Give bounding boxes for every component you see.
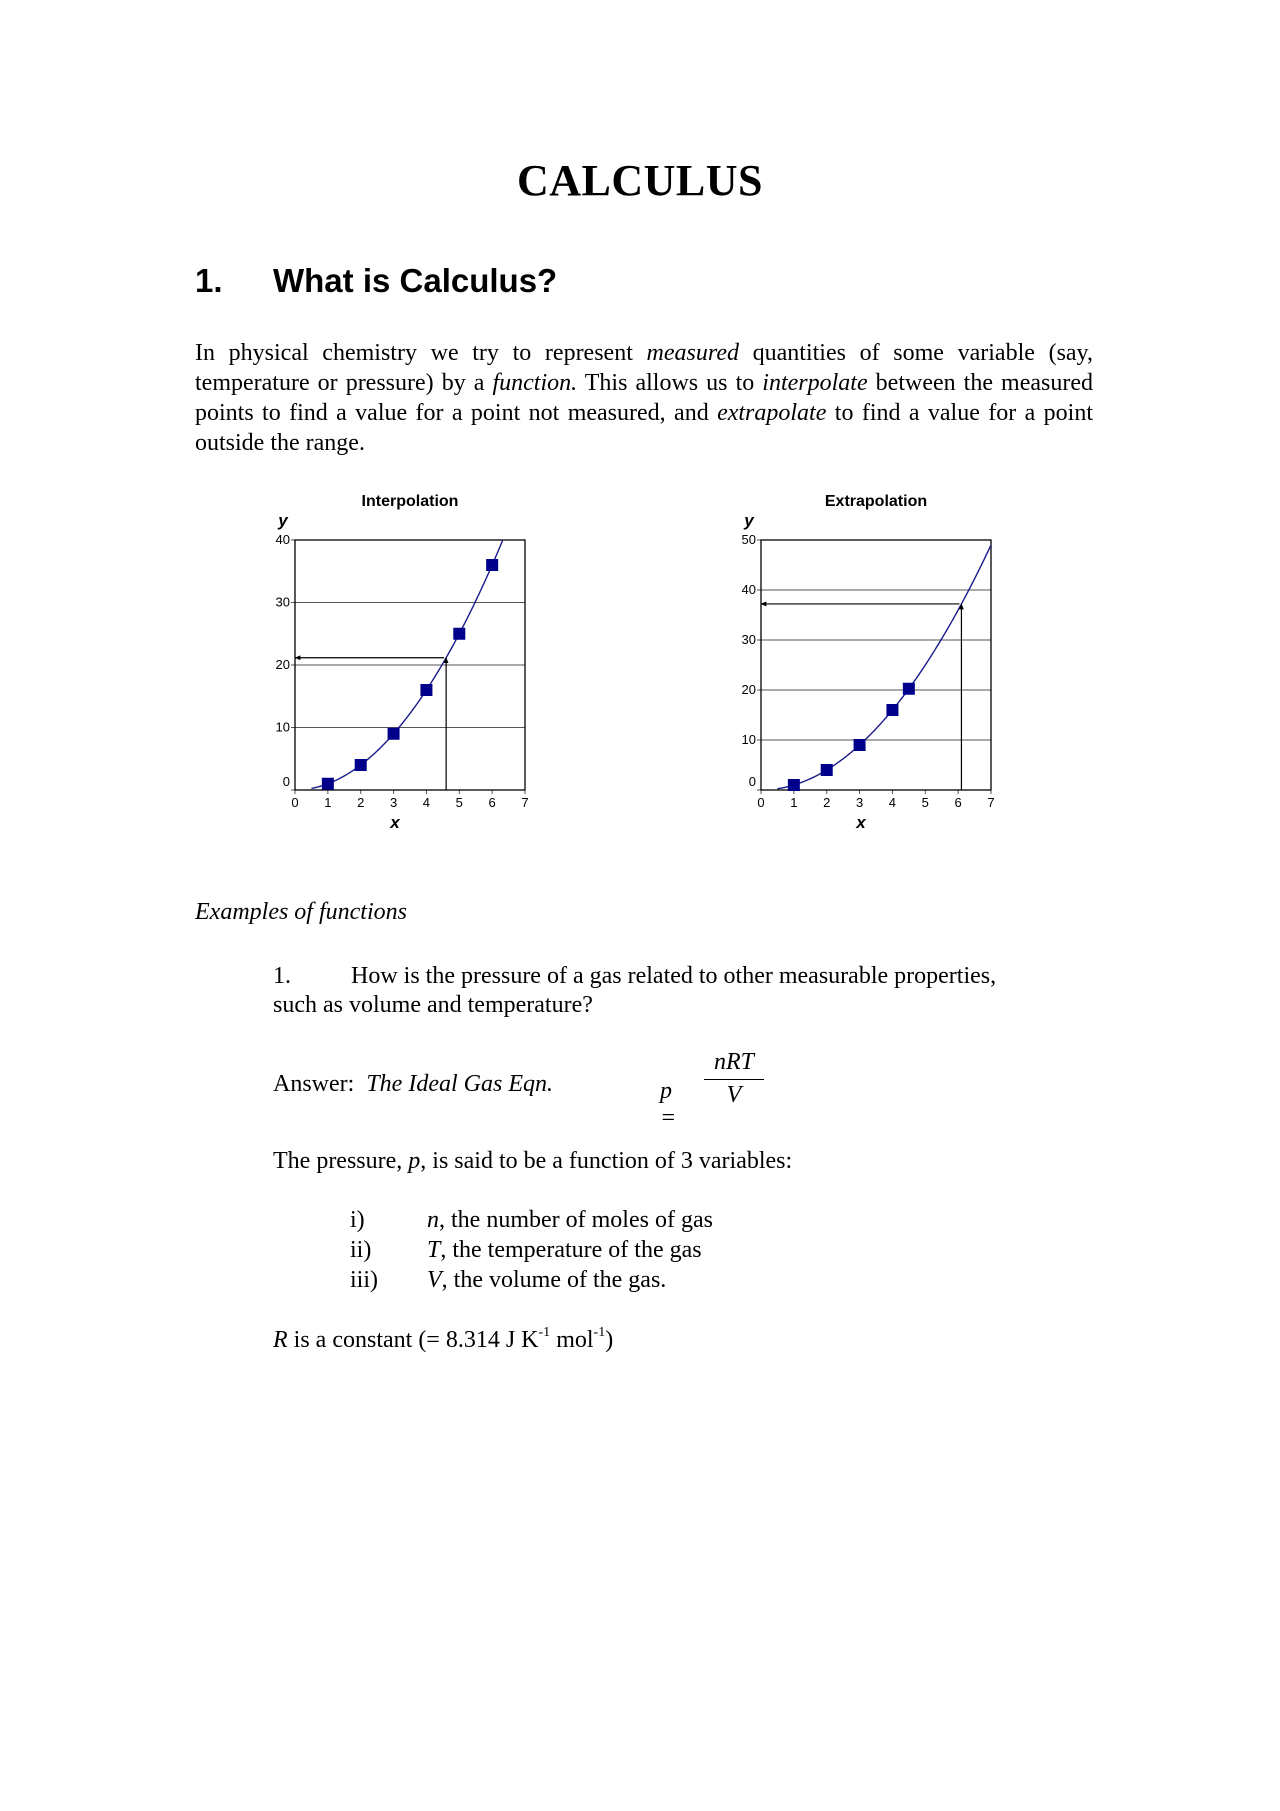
function-statement <box>273 1148 792 1175</box>
data-point <box>486 559 498 571</box>
intro-text-2: quantities of some variable (say, temperature or pressure) by a <box>195 340 1093 396</box>
constant-superscript-2: -1 <box>593 1325 606 1340</box>
variable-description <box>427 1207 713 1234</box>
chart-title: Interpolation <box>361 493 459 510</box>
y-axis-label: y <box>278 511 288 530</box>
data-point <box>821 764 833 776</box>
x-axis-label: x <box>856 813 866 832</box>
x-tick-label: 7 <box>987 795 995 810</box>
chart-title: Extrapolation <box>824 493 928 510</box>
y-tick-label: 30 <box>275 594 290 610</box>
interpolation-chart <box>250 488 550 838</box>
y-tick-label: 10 <box>741 732 756 747</box>
examples-heading: Examples of functions <box>195 899 407 925</box>
data-point <box>903 683 915 695</box>
x-tick-label: 4 <box>888 795 897 810</box>
y-axis-label: y <box>744 511 754 530</box>
intro-emphasis-extrapolate: extrapolate <box>717 400 827 426</box>
data-point <box>420 684 432 696</box>
constant-text-1: is a constant (= 8.314 J K <box>287 1327 539 1353</box>
x-tick-label: 2 <box>357 795 365 810</box>
data-point <box>453 628 465 640</box>
x-tick-label: 6 <box>488 795 496 810</box>
data-point <box>854 739 866 751</box>
y-tick-label: 50 <box>741 532 756 547</box>
variable-numeral: i) <box>350 1207 365 1233</box>
y-tick-label: 30 <box>741 632 756 647</box>
example-question <box>273 962 1093 1020</box>
section-number: 1. <box>195 262 223 299</box>
intro-text-5: to find a value for a point outside the range. <box>195 400 1093 456</box>
intro-emphasis-interpolate: interpolate <box>762 370 868 396</box>
x-tick-label: 5 <box>921 795 929 810</box>
plot-frame <box>761 540 991 790</box>
fitted-curve <box>777 545 991 789</box>
x-tick-label: 5 <box>455 795 463 810</box>
section-title: What is Calculus? <box>273 262 558 299</box>
equation-fraction <box>704 1049 764 1109</box>
variable-symbol: T <box>427 1237 441 1263</box>
y-tick-label: 40 <box>275 532 290 547</box>
equation-numerator: nRT <box>704 1049 764 1080</box>
intro-paragraph <box>195 338 1093 458</box>
x-tick-label: 7 <box>521 795 529 810</box>
x-tick-label: 6 <box>954 795 962 810</box>
data-point <box>788 779 800 791</box>
variable-symbol: V <box>427 1267 442 1293</box>
x-tick-label: 1 <box>790 795 798 810</box>
intro-emphasis-function: function. <box>492 370 578 396</box>
x-tick-label: 0 <box>757 795 765 810</box>
variable-symbol: n <box>427 1207 439 1233</box>
answer-label: Answer: <box>273 1071 355 1097</box>
fitted-curve <box>311 538 503 788</box>
variable-numeral: ii) <box>350 1237 372 1263</box>
x-axis-label: x <box>390 813 400 832</box>
constant-text-3: ) <box>605 1327 614 1353</box>
y-tick-label: 0 <box>748 774 756 789</box>
equation-lhs: p = <box>660 1078 677 1131</box>
x-tick-label: 0 <box>291 795 299 810</box>
answer-text: The Ideal Gas Eqn. <box>366 1071 553 1097</box>
variable-text: , the number of moles of gas <box>439 1207 713 1233</box>
example-number: 1. <box>273 963 291 989</box>
y-tick-label: 40 <box>741 582 756 597</box>
data-point <box>322 778 334 790</box>
extrapolation-chart <box>716 488 1016 838</box>
function-statement-text-2: , is said to be a function of 3 variables: <box>420 1148 793 1174</box>
constant-superscript-1: -1 <box>538 1325 551 1340</box>
intro-emphasis-measured: measured <box>646 340 739 366</box>
y-tick-label: 10 <box>275 719 290 735</box>
intro-text-4: between the measured points to find a value for a point not measured, and <box>195 370 1094 426</box>
function-statement-variable: p <box>408 1148 421 1174</box>
data-point <box>886 704 898 716</box>
x-tick-label: 3 <box>389 795 398 810</box>
variable-text: , the volume of the gas. <box>441 1267 667 1293</box>
function-statement-text-1: The pressure, <box>273 1148 409 1174</box>
example-question-line-1: How is the pressure of a gas related to other measurable properties, <box>351 963 997 989</box>
document-title: CALCULUS <box>516 156 764 205</box>
x-tick-label: 2 <box>823 795 831 810</box>
x-tick-label: 1 <box>324 795 332 810</box>
answer-line <box>273 1071 553 1098</box>
y-tick-label: 20 <box>741 682 756 697</box>
data-point <box>355 759 367 771</box>
constant-symbol: R <box>273 1327 288 1353</box>
variable-description <box>427 1237 702 1264</box>
constant-text-2: mol <box>550 1327 594 1353</box>
gas-constant-note <box>273 1327 613 1354</box>
variable-description <box>427 1267 666 1294</box>
x-tick-label: 4 <box>422 795 431 810</box>
section-heading <box>195 262 557 300</box>
x-tick-label: 3 <box>855 795 864 810</box>
data-point <box>388 728 400 740</box>
intro-text-3: This allows us to <box>577 370 763 396</box>
variable-text: , the temperature of the gas <box>440 1237 702 1263</box>
intro-text-1: In physical chemistry we try to represent <box>195 340 647 366</box>
y-tick-label: 20 <box>275 657 290 672</box>
example-question-line-2: such as volume and temperature? <box>273 992 593 1018</box>
equation-denominator: V <box>726 1082 742 1108</box>
variable-numeral: iii) <box>350 1267 378 1293</box>
y-tick-label: 0 <box>282 774 290 789</box>
